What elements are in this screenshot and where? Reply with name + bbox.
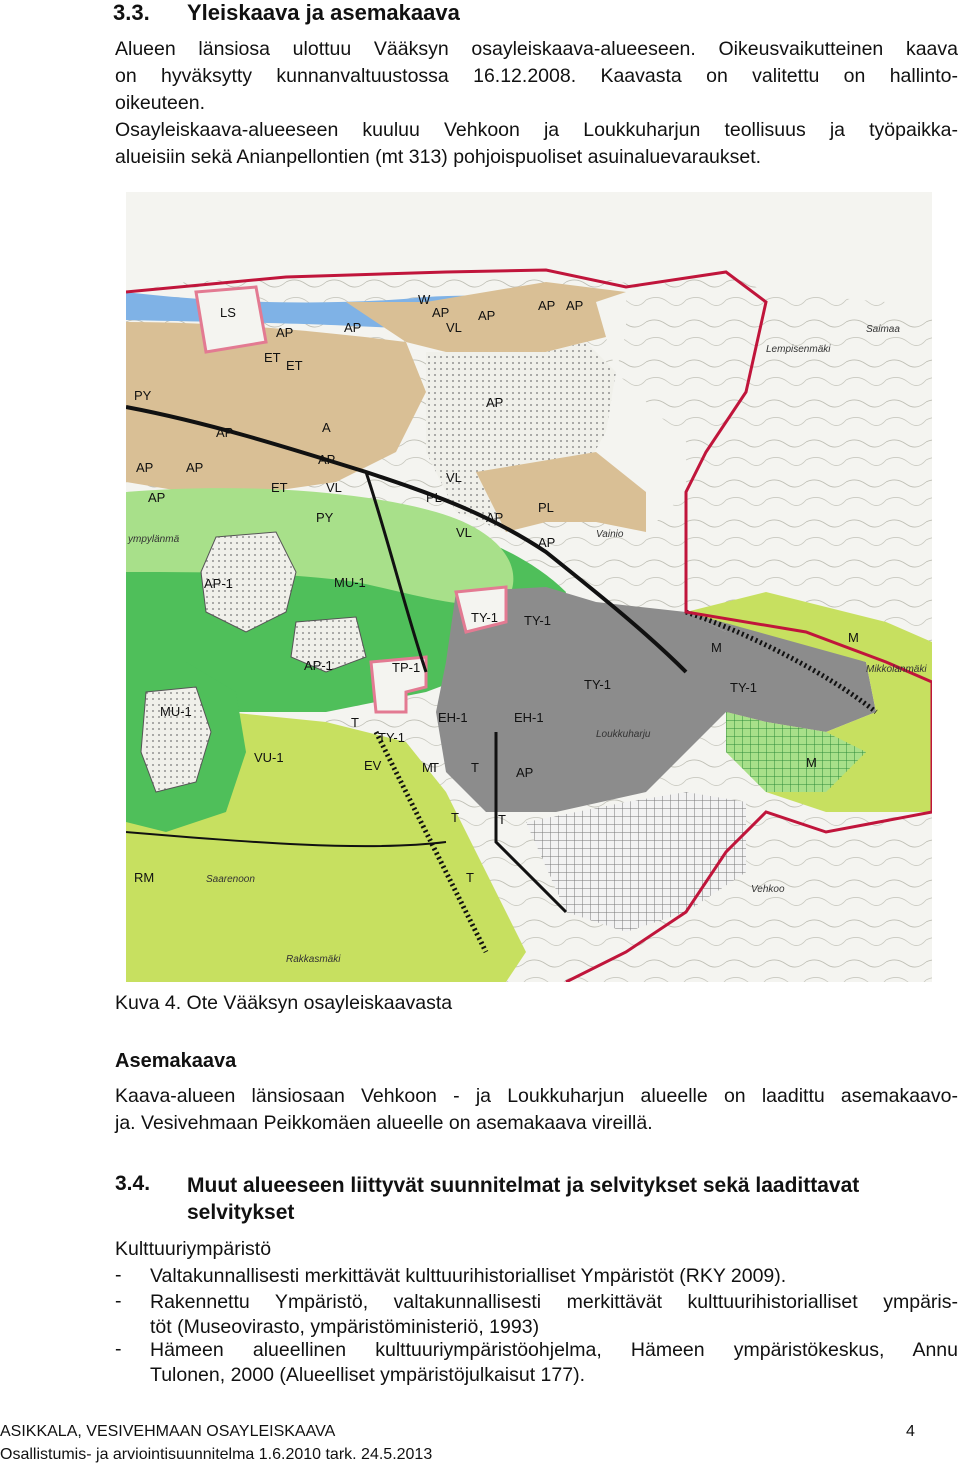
zone-label: VL: [326, 480, 342, 495]
zone-label: VL: [446, 320, 462, 335]
zone-label: AP-1: [304, 658, 333, 673]
paragraph-line: oikeuteen.: [115, 92, 205, 114]
zone-label: AP: [148, 490, 166, 505]
zone-label: TY-1: [471, 610, 498, 625]
zone-label: AP-1: [204, 576, 233, 591]
zone-label: T: [471, 760, 479, 775]
zone-label: VU-1: [254, 750, 284, 765]
zone-label: M: [806, 755, 817, 770]
section-3-4-number: 3.4.: [115, 1172, 151, 1195]
zone-label: M: [848, 630, 859, 645]
zone-label: AP: [486, 395, 504, 410]
zone-label: T: [466, 870, 474, 885]
zone-label: EH-1: [438, 710, 468, 725]
place-name: Mikkolanmäki: [866, 664, 927, 675]
zone-label: TP-1: [392, 660, 421, 675]
zone-label: EV: [364, 758, 382, 773]
section-3-4-title: Muut alueeseen liittyvät suunnitelmat ja selvitykset sekä laadittavat selvitykset: [187, 1174, 860, 1224]
zone-label: AP: [516, 765, 534, 780]
place-name: Saarenoon: [206, 874, 255, 885]
footer-document-title: ASIKKALA, VESIVEHMAAN OSAYLEISKAAVA: [0, 1423, 336, 1440]
zone-label: MU-1: [160, 704, 192, 719]
zone-label: T: [431, 760, 439, 775]
zone-label: W: [418, 292, 431, 307]
zone-label: T: [351, 715, 359, 730]
kulttuuriymparisto-heading: Kulttuuriympäristö: [115, 1238, 272, 1260]
place-name: Loukkuharju: [596, 729, 651, 740]
footer-document-subtitle: Osallistumis- ja arviointisuunnitelma 1.6.2010 tark. 24.5.2013: [0, 1446, 433, 1463]
zoning-map: [126, 192, 932, 982]
zone-label: AP: [276, 325, 294, 340]
section-3-3-heading: [113, 0, 150, 26]
list-item: Valtakunnallisesti merkittävät kulttuurihistorialliset Ympäristöt (RKY 2009).: [150, 1265, 787, 1287]
zone-label: AP: [478, 308, 496, 323]
zone-label: EH-1: [514, 710, 544, 725]
zone-label: PL: [538, 500, 554, 515]
zone-label: VL: [456, 525, 472, 540]
zone-label: AP: [136, 460, 154, 475]
place-name: ympylänmä: [128, 534, 180, 545]
paragraph-line: Osayleiskaava-alueeseen kuuluu Vehkoon ja Loukkuharjun teollisuus ja työpaikka-: [115, 119, 958, 141]
zone-label: M: [711, 640, 722, 655]
list-item: Hämeen alueellinen kulttuuriympäristöohjelma, Hämeen ympäristökeskus, Annu Tulonen, 2000 (Alueelliset ympäristöjulkaisut 177).: [150, 1339, 958, 1386]
paragraph-line: alueisiin sekä Anianpellontien (mt 313) pohjoispuoliset asuinaluevaraukset.: [115, 146, 762, 168]
zone-label: LS: [220, 305, 236, 320]
section-number: 3.3.: [113, 0, 150, 25]
zone-label: AP: [344, 320, 362, 335]
zone-label: AP: [186, 460, 204, 475]
section-3-3-title: Yleiskaava ja asemakaava: [187, 0, 460, 25]
asemakaava-paragraph: [115, 1083, 958, 1137]
figure-caption: Kuva 4. Ote Vääksyn osayleiskaavasta: [115, 992, 453, 1014]
paragraph-line: Kaava-alueen länsiosaan Vehkoon - ja Loukkuharjun alueelle on laadittu asemakaavo-: [115, 1085, 958, 1107]
zone-label: VL: [446, 470, 462, 485]
zone-label: MU-1: [334, 575, 366, 590]
paragraph-line: on hyväksytty kunnanvaltuustossa 16.12.2008. Kaavasta on valitettu on hallinto-: [115, 65, 958, 87]
zone-label: A: [322, 420, 331, 435]
asemakaava-heading: Asemakaava: [115, 1050, 237, 1072]
zone-label: T: [498, 812, 506, 827]
zone-label: TY-1: [378, 730, 405, 745]
place-name: Rakkasmäki: [286, 954, 341, 965]
zone-label: AP: [318, 452, 336, 467]
paragraph-line: ja. Vesivehmaan Peikkomäen alueelle on asemakaava vireillä.: [115, 1112, 653, 1134]
zone-label: PL: [426, 490, 442, 505]
zone-label: AP: [566, 298, 584, 313]
list-dash: -: [115, 1338, 122, 1360]
place-name: Saimaa: [866, 324, 900, 335]
zone-label: RM: [134, 870, 155, 885]
footer-page-number: 4: [906, 1423, 915, 1440]
place-name: Lempisenmäki: [766, 344, 831, 355]
zone-label: M: [422, 760, 433, 775]
list-item: Rakennettu Ympäristö, valtakunnallisesti merkittävät kulttuurihistorialliset ympäris- töt (Museovirasto, ympäristöministeriö, 1993): [150, 1291, 958, 1338]
intro-paragraph: [115, 36, 958, 171]
zone-label: TY-1: [730, 680, 757, 695]
zone-label: T: [451, 810, 459, 825]
zone-label: TY-1: [584, 677, 611, 692]
zone-label: AP: [216, 425, 234, 440]
zone-label: ET: [271, 480, 288, 495]
zone-label: AP: [486, 510, 504, 525]
zone-label: PY: [316, 510, 334, 525]
place-name: Vehkoo: [751, 884, 785, 895]
list-dash: -: [115, 1264, 122, 1286]
zone-label: AP: [538, 535, 556, 550]
zone-label: AP: [432, 305, 450, 320]
zoning-map-figure: [126, 192, 932, 982]
paragraph-line: Alueen länsiosa ulottuu Vääksyn osayleiskaava-alueeseen. Oikeusvaikutteinen kaava: [115, 38, 958, 60]
zone-label: PY: [134, 388, 152, 403]
zone-label: ET: [264, 350, 281, 365]
list-dash: -: [115, 1290, 122, 1312]
zone-label: ET: [286, 358, 303, 373]
zone-label: AP: [538, 298, 556, 313]
place-name: Vainio: [596, 529, 624, 540]
zone-label: TY-1: [524, 613, 551, 628]
